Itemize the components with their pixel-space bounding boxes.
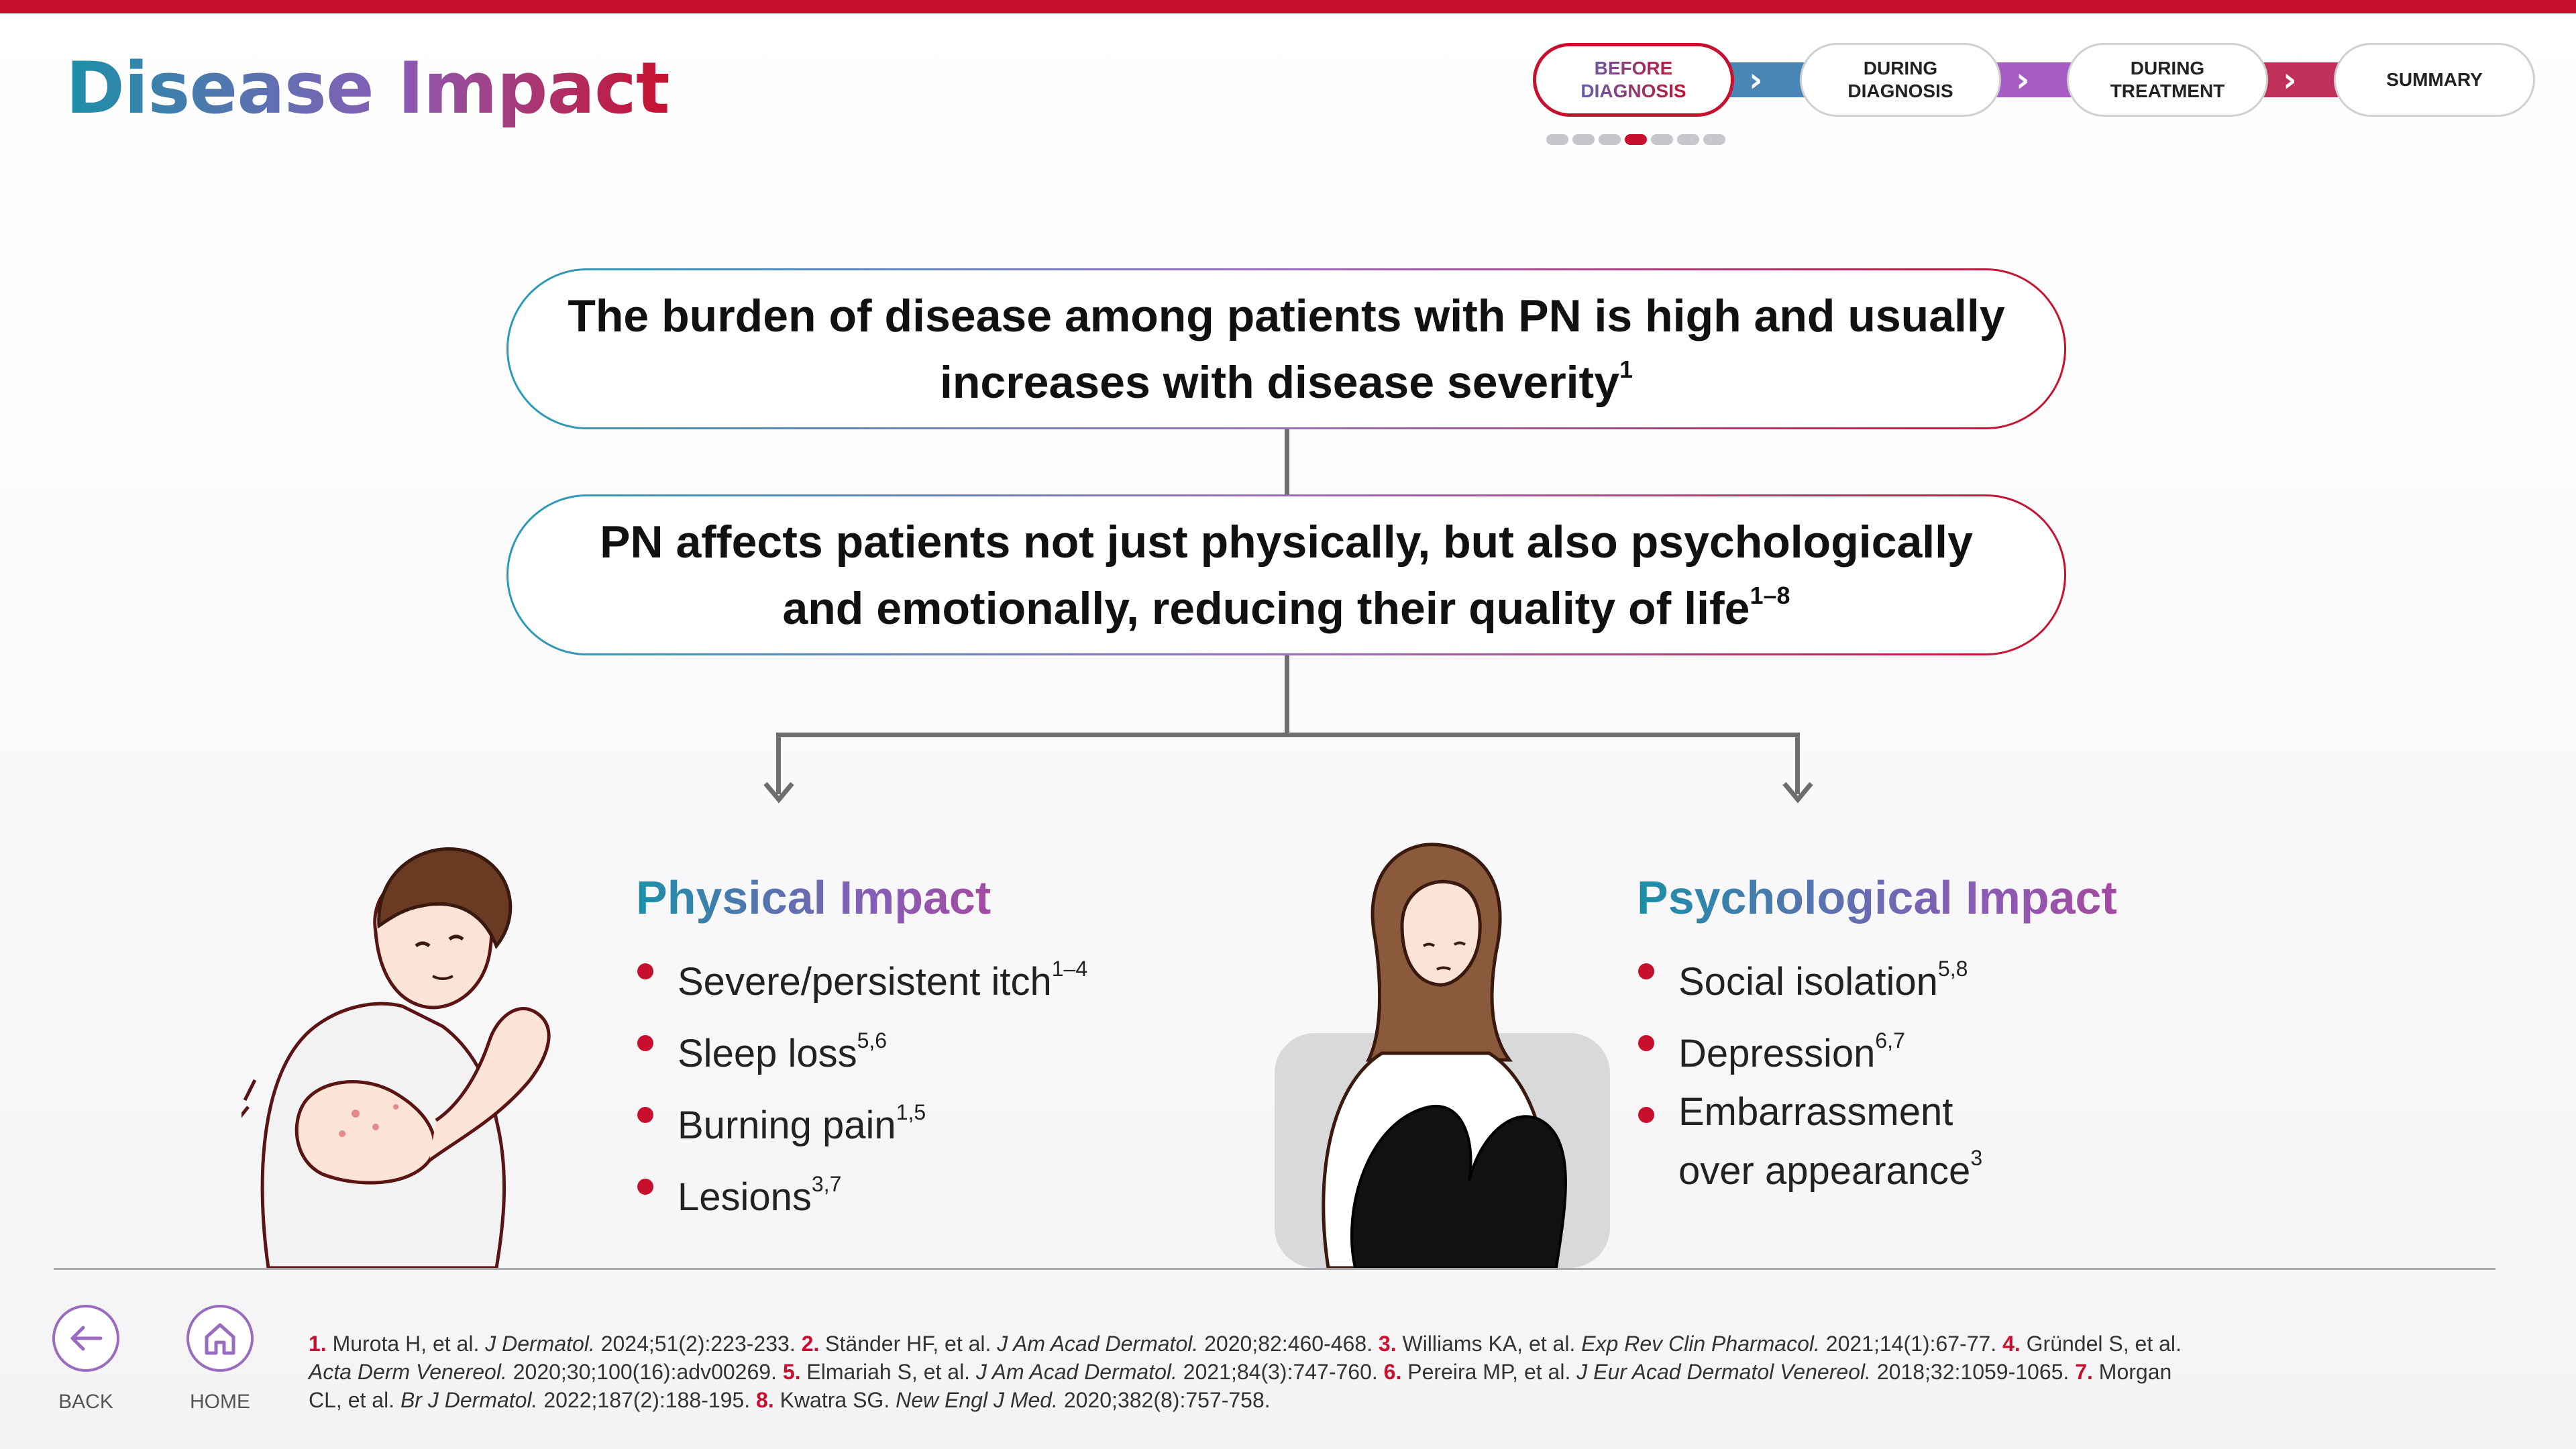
nav-step-during-treatment[interactable] — [2067, 43, 2268, 117]
reference-number: 3. — [1378, 1332, 1403, 1356]
progress-dot — [1703, 134, 1725, 145]
nav-step-summary[interactable] — [2334, 43, 2535, 117]
physical-impact-title: Physical Impact — [636, 871, 991, 924]
statement-affects — [506, 494, 2066, 655]
nav-step-label: BEFORE DIAGNOSIS — [1580, 58, 1686, 101]
nav-step-label: DURING DIAGNOSIS — [1847, 58, 1953, 101]
arrow-down-icon — [761, 780, 796, 806]
physical-impact-list — [637, 946, 1087, 1233]
progress-dot — [1599, 134, 1621, 145]
reference-number: 7. — [2075, 1360, 2099, 1384]
arrow-left-icon — [66, 1318, 106, 1358]
reference-journal: Acta Derm Venereol. — [309, 1360, 507, 1384]
progress-dots — [1546, 134, 1725, 145]
reference-number: 5. — [782, 1360, 807, 1384]
chevron-right-icon: › — [2283, 60, 2297, 99]
nav-step-before-diagnosis[interactable] — [1533, 43, 1734, 117]
arrow-down-icon — [1780, 780, 1815, 806]
reference-journal: Br J Dermatol. — [400, 1388, 538, 1412]
home-label: HOME — [190, 1391, 250, 1413]
reference-journal: New Engl J Med. — [896, 1388, 1058, 1412]
reference-number: 6. — [1383, 1360, 1408, 1384]
psychological-impact-title: Psychological Impact — [1637, 871, 2117, 924]
progress-nav — [1533, 43, 2539, 117]
connector-line — [776, 733, 1800, 737]
man-scratching-illustration — [241, 825, 577, 1268]
back-button-circle[interactable] — [52, 1305, 119, 1372]
list-item: Severe/persistent itch$^{1-4}$ — [637, 946, 1087, 1005]
reference-number: 4. — [2002, 1332, 2027, 1356]
statement-burden-text: The burden of disease among patients with PN is high and usually increases with disease severity$^1$ — [568, 290, 2005, 408]
reference-number: 2. — [801, 1332, 826, 1356]
reference-journal: J Am Acad Dermatol. — [997, 1332, 1199, 1356]
list-item: Social isolation$^{5,8}$ — [1638, 946, 1982, 1005]
nav-step-during-diagnosis[interactable] — [1800, 43, 2001, 117]
reference-number: 1. — [309, 1332, 333, 1356]
list-item: Depression$^{6,7}$ — [1638, 1018, 1982, 1077]
statement-affects-text: PN affects patients not just physically, but also psychologically and emotionally, reducing their quality of life$^{1-8}$ — [600, 516, 1973, 634]
list-item: Sleep loss$^{5,6}$ — [637, 1018, 1087, 1077]
chevron-right-icon: › — [1749, 60, 1763, 99]
references: 1. Murota H, et al. J Dermatol. 2024;51(2):223-233. 2. Ständer HF, et al. J Am Acad Dermatol. 2020;82:460-468. 3. Williams KA, et al. Exp Rev Clin Pharmacol. 2021;14(1):67-77. 4. Gründel S, et al. Acta Derm Venereol. 2020;30;100(16):adv00269. 5. Elmariah S, et al. J Am Acad Dermatol. 2021;84(3):747-760. 6. Pereira MP, et al. J Eur Acad Dermatol Venereol. 2018;32:1059-1065. 7. Morgan CL, et al. Br J Dermatol. 2022;187(2):188-195. 8. Kwatra SG. New Engl J Med. 2020;382(8):757-758. — [309, 1332, 2182, 1412]
list-item: Burning pain$^{1,5}$ — [637, 1089, 1087, 1148]
nav-step-label: SUMMARY — [2386, 69, 2483, 90]
progress-dot — [1677, 134, 1699, 145]
page-title: Disease Impact — [66, 47, 669, 129]
nav-step-label: DURING TREATMENT — [2110, 58, 2225, 101]
back-label: BACK — [58, 1391, 113, 1413]
list-item: Embarrassment over appearance$^3$ — [1638, 1089, 1982, 1194]
reference-journal: J Eur Acad Dermatol Venereol. — [1576, 1360, 1871, 1384]
footer-divider — [54, 1268, 2496, 1270]
connector-line — [1285, 655, 1289, 737]
psychological-impact-list — [1638, 946, 1982, 1207]
home-button-circle[interactable] — [186, 1305, 254, 1372]
woman-sitting-illustration — [1268, 832, 1617, 1268]
home-icon — [200, 1318, 240, 1358]
home-button[interactable] — [186, 1305, 254, 1413]
progress-dot — [1651, 134, 1673, 145]
statement-affects-inner — [508, 496, 2064, 653]
reference-number: 8. — [756, 1388, 780, 1412]
connector-line — [1285, 429, 1289, 494]
top-accent-bar — [0, 0, 2576, 13]
back-button[interactable] — [52, 1305, 119, 1413]
progress-dot — [1625, 134, 1647, 145]
statement-burden — [506, 268, 2066, 429]
chevron-right-icon: › — [2016, 60, 2030, 99]
statement-burden-inner — [508, 270, 2064, 427]
reference-journal: Exp Rev Clin Pharmacol. — [1581, 1332, 1820, 1356]
list-item: Lesions$^{3,7}$ — [637, 1161, 1087, 1220]
progress-dot — [1546, 134, 1568, 145]
reference-journal: J Dermatol. — [485, 1332, 595, 1356]
progress-dot — [1572, 134, 1595, 145]
reference-journal: J Am Acad Dermatol. — [975, 1360, 1177, 1384]
